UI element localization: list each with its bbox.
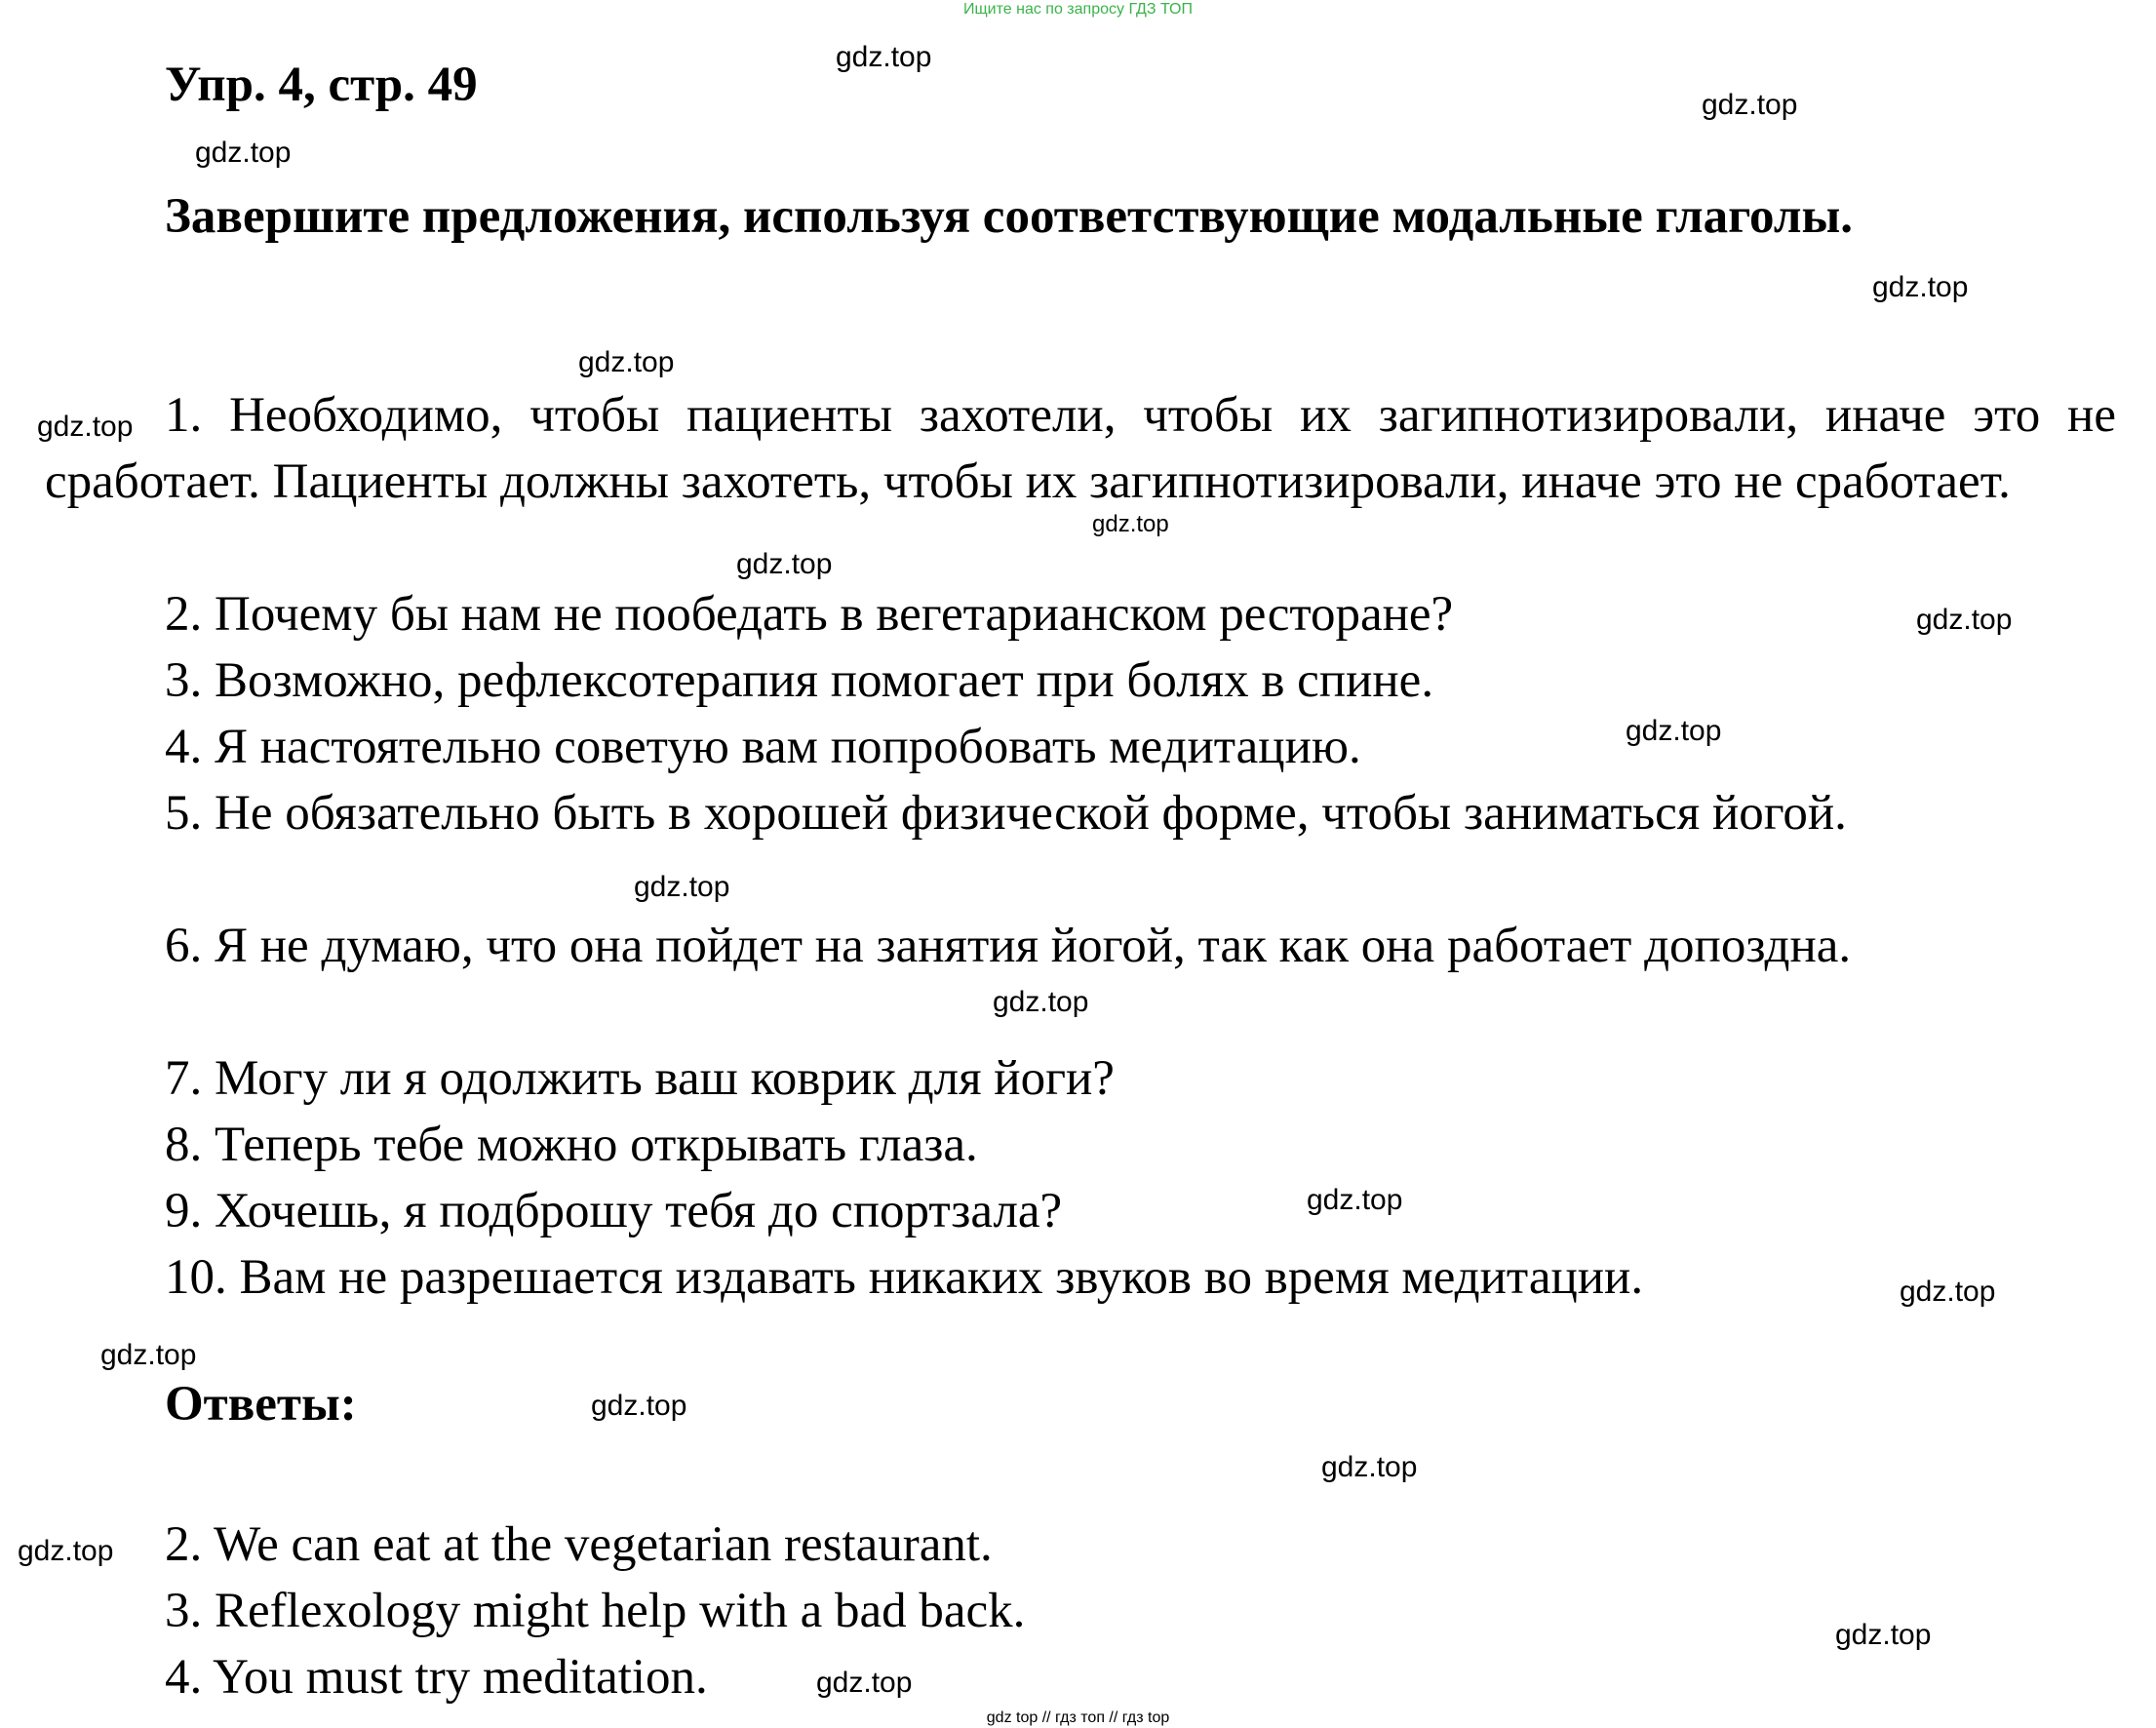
watermark-text: gdz.top xyxy=(195,137,292,169)
watermark-text: gdz.top xyxy=(1092,511,1169,537)
page-title: Упр. 4, стр. 49 xyxy=(165,58,478,112)
footer-watermark: gdz top // гдз топ // гдз top xyxy=(986,1709,1170,1726)
watermark-text: gdz.top xyxy=(1321,1451,1418,1483)
watermark-text: gdz.top xyxy=(836,41,932,73)
sentence-4: 4. Я настоятельно советую вам попробовать медитацию. xyxy=(165,720,1361,774)
sentence-7: 7. Могу ли я одолжить ваш коврик для йоги? xyxy=(165,1051,1115,1106)
watermark-text: gdz.top xyxy=(578,346,675,378)
watermark-text: gdz.top xyxy=(18,1535,114,1567)
sentence-10: 10. Вам не разрешается издавать никаких звуков во время медитации. xyxy=(165,1250,1644,1305)
sentence-2: 2. Почему бы нам не пообедать в вегетарианском ресторане? xyxy=(165,587,1454,642)
watermark-text: gdz.top xyxy=(100,1339,197,1371)
watermark-text: gdz.top xyxy=(634,871,730,903)
watermark-text: gdz.top xyxy=(1702,89,1798,121)
sentence-8: 8. Теперь тебе можно открывать глаза. xyxy=(165,1118,978,1172)
watermark-text: gdz.top xyxy=(37,411,134,443)
answer-3: 3. Reflexology might help with a bad back. xyxy=(165,1584,1026,1638)
answer-4: 4. You must try meditation. xyxy=(165,1650,708,1705)
watermark-text: gdz.top xyxy=(816,1667,913,1699)
watermark-text: gdz.top xyxy=(1916,604,2013,636)
answers-heading: Ответы: xyxy=(165,1377,357,1432)
watermark-text: gdz.top xyxy=(1900,1276,1996,1308)
watermark-text: gdz.top xyxy=(993,986,1089,1018)
watermark-text: gdz.top xyxy=(736,548,833,580)
sentence-3: 3. Возможно, рефлексотерапия помогает при болях в спине. xyxy=(165,653,1434,708)
watermark-text: gdz.top xyxy=(1626,715,1722,747)
watermark-text: gdz.top xyxy=(1835,1619,1932,1651)
answer-2: 2. We can eat at the vegetarian restaurant. xyxy=(165,1517,993,1572)
sentence-5: 5. Не обязательно быть в хорошей физической форме, чтобы заниматься йогой. xyxy=(165,786,1847,841)
watermark-text: gdz.top xyxy=(591,1390,687,1422)
sentence-9: 9. Хочешь, я подброшу тебя до спортзала? xyxy=(165,1184,1063,1238)
exercise-instruction: Завершите предложения, используя соответствующие модальные глаголы. xyxy=(165,189,1854,244)
sentence-1: 1. Необходимо, чтобы пациенты захотели, чтобы их загипнотизировали, иначе это не сработает. Пациенты должны захотеть, чтобы их загипнотизировали, иначе это не сработает. xyxy=(45,388,2116,509)
top-banner: Ищите нас по запросу ГДЗ ТОП xyxy=(963,1,1193,18)
watermark-text: gdz.top xyxy=(1307,1184,1403,1216)
watermark-text: gdz.top xyxy=(1872,271,1969,303)
sentence-6: 6. Я не думаю, что она пойдет на занятия йогой, так как она работает допоздна. xyxy=(165,919,1852,973)
